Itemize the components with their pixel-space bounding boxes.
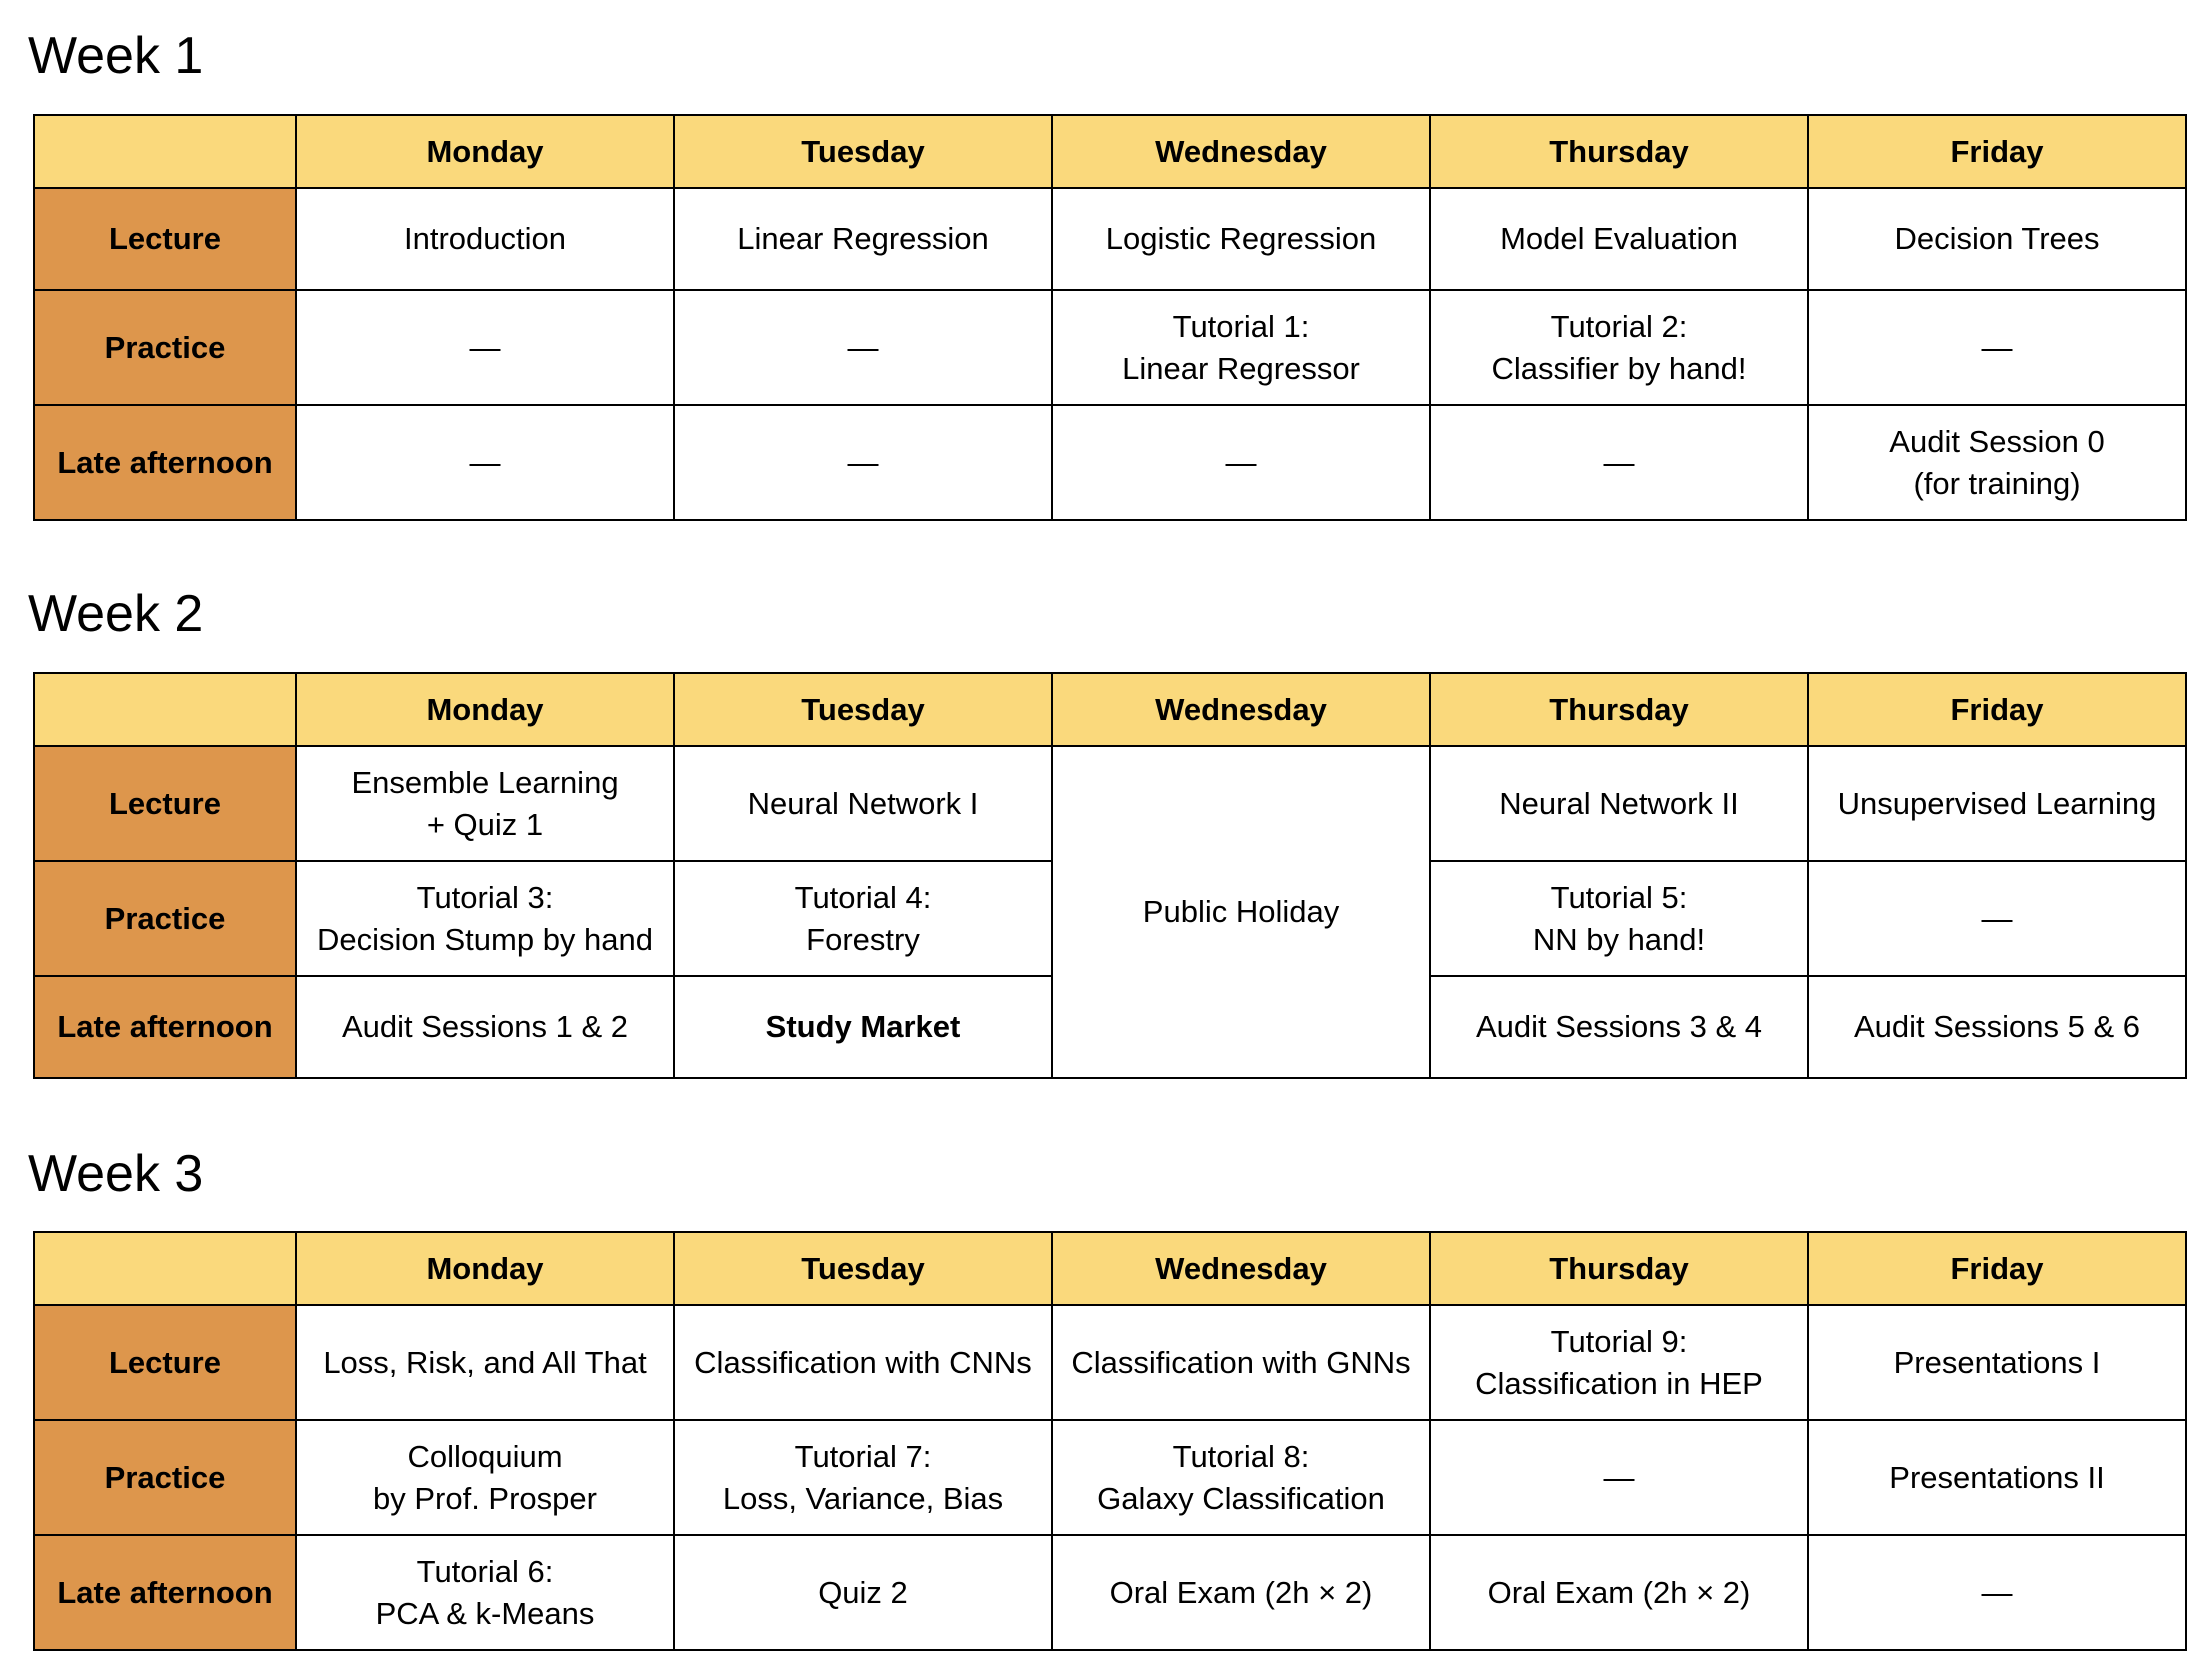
table-row xyxy=(34,1420,2186,1535)
table-cell: Audit Sessions 1 & 2 xyxy=(296,976,674,1078)
row-label-practice: Practice xyxy=(34,1420,296,1535)
table-cell: — xyxy=(674,405,1052,520)
week-2-title: Week 2 xyxy=(28,585,204,643)
table-cell: — xyxy=(1808,1535,2186,1650)
table-cell: — xyxy=(1808,861,2186,976)
column-header-friday: Friday xyxy=(1808,115,2186,188)
column-header-tuesday: Tuesday xyxy=(674,1232,1052,1305)
table-cell: — xyxy=(296,290,674,405)
week-2-schedule-table xyxy=(33,672,2187,1079)
table-cell: Colloquium by Prof. Prosper xyxy=(296,1420,674,1535)
row-label-practice: Practice xyxy=(34,290,296,405)
table-cell: — xyxy=(1430,405,1808,520)
column-header-wednesday: Wednesday xyxy=(1052,115,1430,188)
header-row xyxy=(34,673,2186,746)
table-cell: Presentations I xyxy=(1808,1305,2186,1420)
row-label-late-afternoon: Late afternoon xyxy=(34,405,296,520)
table-cell: Tutorial 2: Classifier by hand! xyxy=(1430,290,1808,405)
table-cell: Linear Regression xyxy=(674,188,1052,290)
table-cell: Tutorial 6: PCA & k-Means xyxy=(296,1535,674,1650)
column-header-thursday: Thursday xyxy=(1430,115,1808,188)
table-cell: Oral Exam (2h × 2) xyxy=(1052,1535,1430,1650)
table-cell: Tutorial 7: Loss, Variance, Bias xyxy=(674,1420,1052,1535)
table-cell: Decision Trees xyxy=(1808,188,2186,290)
table-cell: Oral Exam (2h × 2) xyxy=(1430,1535,1808,1650)
column-header-wednesday: Wednesday xyxy=(1052,673,1430,746)
week-1-title: Week 1 xyxy=(28,27,204,85)
table-cell: — xyxy=(674,290,1052,405)
row-label-lecture: Lecture xyxy=(34,188,296,290)
row-label-lecture: Lecture xyxy=(34,746,296,861)
table-cell: — xyxy=(1430,1420,1808,1535)
table-row xyxy=(34,746,2186,861)
table-cell: Neural Network II xyxy=(1430,746,1808,861)
table-row xyxy=(34,1535,2186,1650)
table-row xyxy=(34,188,2186,290)
corner-cell xyxy=(34,1232,296,1305)
column-header-thursday: Thursday xyxy=(1430,1232,1808,1305)
table-cell: Model Evaluation xyxy=(1430,188,1808,290)
column-header-monday: Monday xyxy=(296,1232,674,1305)
table-cell: Audit Sessions 3 & 4 xyxy=(1430,976,1808,1078)
corner-cell xyxy=(34,673,296,746)
row-label-late-afternoon: Late afternoon xyxy=(34,976,296,1078)
table-cell: — xyxy=(1808,290,2186,405)
table-cell: Tutorial 9: Classification in HEP xyxy=(1430,1305,1808,1420)
column-header-tuesday: Tuesday xyxy=(674,673,1052,746)
column-header-monday: Monday xyxy=(296,115,674,188)
table-cell: Tutorial 1: Linear Regressor xyxy=(1052,290,1430,405)
row-label-practice: Practice xyxy=(34,861,296,976)
header-row xyxy=(34,1232,2186,1305)
column-header-monday: Monday xyxy=(296,673,674,746)
column-header-tuesday: Tuesday xyxy=(674,115,1052,188)
row-label-late-afternoon: Late afternoon xyxy=(34,1535,296,1650)
column-header-friday: Friday xyxy=(1808,673,2186,746)
table-cell: Presentations II xyxy=(1808,1420,2186,1535)
column-header-friday: Friday xyxy=(1808,1232,2186,1305)
table-cell: Tutorial 8: Galaxy Classification xyxy=(1052,1420,1430,1535)
column-header-wednesday: Wednesday xyxy=(1052,1232,1430,1305)
row-label-lecture: Lecture xyxy=(34,1305,296,1420)
table-cell: Loss, Risk, and All That xyxy=(296,1305,674,1420)
table-cell: Audit Session 0 (for training) xyxy=(1808,405,2186,520)
column-header-thursday: Thursday xyxy=(1430,673,1808,746)
public-holiday-cell: Public Holiday xyxy=(1052,746,1430,1078)
table-cell: — xyxy=(1052,405,1430,520)
table-cell: Logistic Regression xyxy=(1052,188,1430,290)
table-cell: Tutorial 4: Forestry xyxy=(674,861,1052,976)
table-cell: Quiz 2 xyxy=(674,1535,1052,1650)
table-row xyxy=(34,290,2186,405)
table-row xyxy=(34,405,2186,520)
table-row xyxy=(34,1305,2186,1420)
table-cell: Classification with CNNs xyxy=(674,1305,1052,1420)
table-cell: Introduction xyxy=(296,188,674,290)
table-cell: Unsupervised Learning xyxy=(1808,746,2186,861)
table-cell: — xyxy=(296,405,674,520)
week-3-schedule-table xyxy=(33,1231,2187,1651)
table-cell: Classification with GNNs xyxy=(1052,1305,1430,1420)
table-cell: Audit Sessions 5 & 6 xyxy=(1808,976,2186,1078)
table-cell: Tutorial 3: Decision Stump by hand xyxy=(296,861,674,976)
week-1-schedule-table xyxy=(33,114,2187,521)
table-cell: Ensemble Learning + Quiz 1 xyxy=(296,746,674,861)
header-row xyxy=(34,115,2186,188)
corner-cell xyxy=(34,115,296,188)
table-cell: Neural Network I xyxy=(674,746,1052,861)
study-market-cell: Study Market xyxy=(674,976,1052,1078)
table-cell: Tutorial 5: NN by hand! xyxy=(1430,861,1808,976)
week-3-title: Week 3 xyxy=(28,1145,204,1203)
